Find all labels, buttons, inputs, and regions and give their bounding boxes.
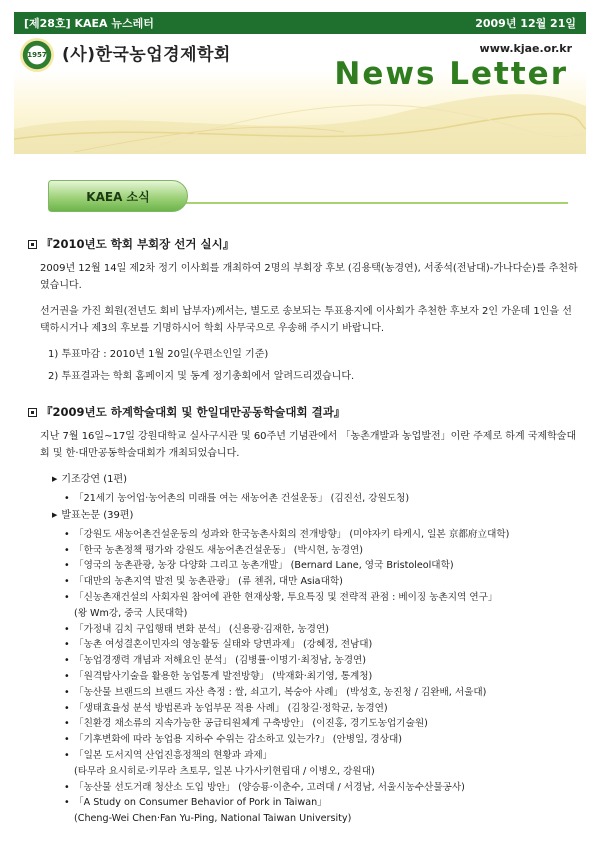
paper-item bbox=[64, 637, 580, 653]
paper-item bbox=[64, 574, 580, 590]
newsletter-content bbox=[28, 236, 580, 827]
article-paragraph: 2009년 12월 14일 제2차 정기 이사회를 개최하여 2명의 부회장 후보 (김용택(농경연), 서종석(전남대)-가나다순)를 추천하였습니다. bbox=[40, 263, 578, 291]
paper-item bbox=[64, 701, 580, 717]
article-heading: 『2009년도 하계학술대회 및 한일대만공동학술대회 결과』 bbox=[28, 404, 580, 420]
section-tab-label: KAEA 소식 bbox=[48, 180, 188, 212]
paper-title: 「농산물 브랜드의 브랜드 자산 측정 : 쌀, 쇠고기, 복숭아 사례」 (박성호, 농진청 / 김완배, 서울대) bbox=[74, 686, 487, 698]
paper-title: 「일본 도서지역 산업진흥정책의 현황과 과제」 bbox=[74, 749, 273, 761]
section-divider bbox=[184, 202, 568, 204]
paper-title: 「신농촌재건설의 사회자원 참여에 관한 현재상황, 투요특징 및 전략적 관점 : 베이징 농촌지역 연구」 bbox=[74, 591, 498, 603]
issue-number: [제28호] KAEA 뉴스레터 bbox=[24, 17, 154, 30]
dot-bullet-icon: • bbox=[64, 493, 70, 504]
triangle-bullet-icon: ▶ bbox=[52, 510, 58, 519]
paper-title: 「대만의 농촌지역 발전 및 농촌관광」 (류 첸쥐, 대만 Asia대학) bbox=[74, 576, 343, 588]
bullet-item: ▶ 발표논문 (39편) bbox=[52, 507, 580, 524]
papers-list bbox=[28, 527, 580, 827]
paper-authors: (타무라 요시히로·키무라 츠토무, 일본 나가사키현립대 / 이병오, 강원대) bbox=[74, 765, 375, 777]
newsletter-topbar bbox=[14, 12, 586, 34]
paper-title: 「기후변화에 따라 농업용 지하수 수위는 감소하고 있는가?」 (안병일, 경상대) bbox=[74, 734, 402, 746]
paper-item bbox=[64, 669, 580, 685]
paper-title: 「21세기 농어업·농어촌의 미래를 여는 새농어촌 건설운동」 (김진선, 강원도청) bbox=[74, 493, 410, 504]
paper-title: 「농촌 여성결혼이민자의 영농활동 실태와 당면과제」 (강혜정, 전남대) bbox=[74, 639, 373, 651]
dot-bullet-icon: • bbox=[64, 734, 70, 746]
paper-authors: (왕 Wm강, 중국 人民대학) bbox=[74, 607, 188, 619]
dot-bullet-icon: • bbox=[64, 623, 70, 635]
paper-title: 「A Study on Consumer Behavior of Pork in Taiwan」 bbox=[74, 797, 327, 809]
dot-bullet-icon: • bbox=[64, 528, 70, 540]
article-paragraph: 선거권을 가진 회원(전년도 회비 납부자)께서는, 별도로 송보되는 투표용지에 이사회가 추천한 후보자 2인 가운데 1인을 선택하시거나 제3의 후보를 기명하시어 학회 사무국으로 우송해 주시기 바랍니다. bbox=[40, 306, 572, 334]
paper-title: 「강원도 새농어촌건설운동의 성과와 한국농촌사회의 전개방향」 (미야자키 타케시, 일본 京都府立대학) bbox=[74, 528, 510, 540]
paper-item bbox=[64, 558, 580, 574]
paper-item bbox=[64, 590, 580, 606]
dot-bullet-icon: • bbox=[64, 718, 70, 730]
paper-title: 「가정내 김치 구입행태 변화 분석」 (신용광·김재한, 농경연) bbox=[74, 623, 329, 635]
dot-bullet-icon: • bbox=[64, 797, 70, 809]
article-heading: 『2010년도 학회 부회장 선거 실시』 bbox=[28, 236, 580, 252]
article-paragraph: 지난 7월 16일~17일 강원대학교 실사구시관 및 60주년 기념관에서 「농촌개발과 농업발전」이란 주제로 하계 국제학술대회 및 한·대만공동학술대회가 개최되었습니다. bbox=[40, 431, 577, 459]
dot-bullet-icon: • bbox=[64, 639, 70, 651]
paper-item bbox=[64, 622, 580, 638]
dot-bullet-icon: • bbox=[64, 544, 70, 556]
society-seal-logo: 1957 bbox=[20, 38, 54, 72]
dot-bullet-icon: • bbox=[64, 576, 70, 588]
dot-bullet-icon: • bbox=[64, 560, 70, 572]
dot-bullet-icon: • bbox=[64, 781, 70, 793]
dot-bullet-icon: • bbox=[64, 749, 70, 761]
paper-item bbox=[64, 543, 580, 559]
newsletter-header bbox=[14, 34, 586, 154]
paper-item bbox=[64, 527, 580, 543]
paper-item bbox=[64, 716, 580, 732]
paper-title: 「영국의 농촌관광, 농장 다양화 그리고 농촌개발」 (Bernard Lane, 영국 Bristoleol대학) bbox=[74, 560, 454, 572]
section-tab bbox=[48, 180, 568, 216]
paper-title: 「농업경쟁력 개념과 저해요인 분석」 (김병률·이명기·최정남, 농경연) bbox=[74, 655, 367, 667]
website-url[interactable]: www.kjae.or.kr bbox=[479, 42, 572, 55]
bullet-item: ▶ 기조강연 (1편) bbox=[52, 471, 580, 488]
numbered-item: 2) 투표결과는 학회 홈페이지 및 동계 정기총회에서 알려드리겠습니다. bbox=[48, 371, 355, 382]
paper-item bbox=[64, 732, 580, 748]
paper-item bbox=[64, 780, 580, 796]
newsletter-title: News Letter bbox=[334, 56, 568, 92]
paper-title: 「농산물 선도거래 청산소 도입 방안」 (양승룡·이춘수, 고려대 / 서경남, 서울시농수산물공사) bbox=[74, 781, 465, 793]
square-bullet-icon bbox=[28, 408, 37, 417]
paper-item bbox=[64, 748, 580, 764]
paper-authors: (Cheng-Wei Chen·Fan Yu-Ping, National Taiwan University) bbox=[74, 813, 352, 825]
paper-item bbox=[64, 491, 580, 507]
paper-item bbox=[64, 795, 580, 811]
dot-bullet-icon: • bbox=[64, 591, 70, 603]
dot-bullet-icon: • bbox=[64, 670, 70, 682]
keynote-list bbox=[28, 491, 580, 507]
square-bullet-icon bbox=[28, 240, 37, 249]
numbered-item: 1) 투표마감 : 2010년 1월 20일(우편소인일 기준) bbox=[48, 349, 269, 360]
paper-title: 「생태효율성 분석 방법론과 농업부문 적용 사례」 (김창길·정학균, 농경연) bbox=[74, 702, 388, 714]
dot-bullet-icon: • bbox=[64, 702, 70, 714]
paper-item bbox=[64, 653, 580, 669]
dot-bullet-icon: • bbox=[64, 655, 70, 667]
society-name: (사)한국농업경제학회 bbox=[62, 45, 231, 65]
paper-title: 「친환경 채소류의 지속가능한 공급티원체계 구축방안」 (이진홍, 경기도농업기술원) bbox=[74, 718, 428, 730]
dot-bullet-icon: • bbox=[64, 686, 70, 698]
paper-title: 「한국 농촌정책 평가와 강원도 새농어촌건설운동」 (박시현, 농경연) bbox=[74, 544, 363, 556]
paper-title: 「원격탐사기술을 활용한 농업통계 발전방향」 (박재화·최기영, 통계청) bbox=[74, 670, 373, 682]
triangle-bullet-icon: ▶ bbox=[52, 475, 58, 483]
issue-date: 2009년 12월 21일 bbox=[475, 17, 576, 30]
paper-item bbox=[64, 685, 580, 701]
